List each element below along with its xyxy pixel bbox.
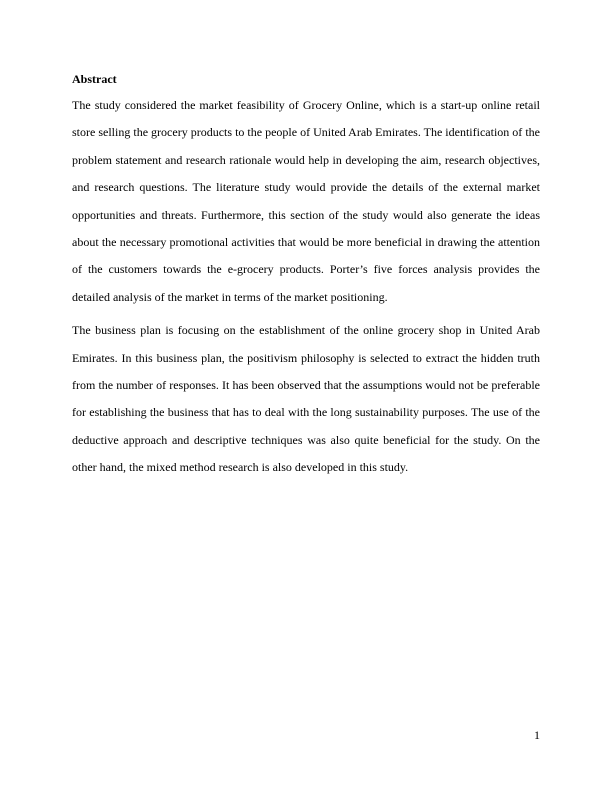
page-number: 1 bbox=[534, 728, 540, 742]
abstract-paragraph-2: The business plan is focusing on the establishment of the online grocery shop in United Arab Emirates. In this business plan, the positivism philosophy is selected to extract the hidden truth from the number of responses. It has been observed that the assumptions would not be preferable for establishing the business that has to deal with the long sustainability purposes. The use of the deductive approach and descriptive techniques was also quite beneficial for the study. On the other hand, the mixed method research is also developed in this study. bbox=[72, 323, 540, 475]
document-body bbox=[72, 70, 540, 482]
abstract-paragraph-1: The study considered the market feasibility of Grocery Online, which is a start-up online retail store selling the grocery products to the people of United Arab Emirates. The identification of the problem statement and research rationale would help in developing the aim, research objectives, and research questions. The literature study would provide the details of the external market opportunities and threats. Furthermore, this section of the study would also generate the ideas about the necessary promotional activities that would be more beneficial in drawing the attention of the customers towards the e-grocery products. Porter’s five forces analysis provides the detailed analysis of the market in terms of the market positioning. bbox=[72, 98, 540, 304]
abstract-heading: Abstract bbox=[72, 72, 117, 86]
